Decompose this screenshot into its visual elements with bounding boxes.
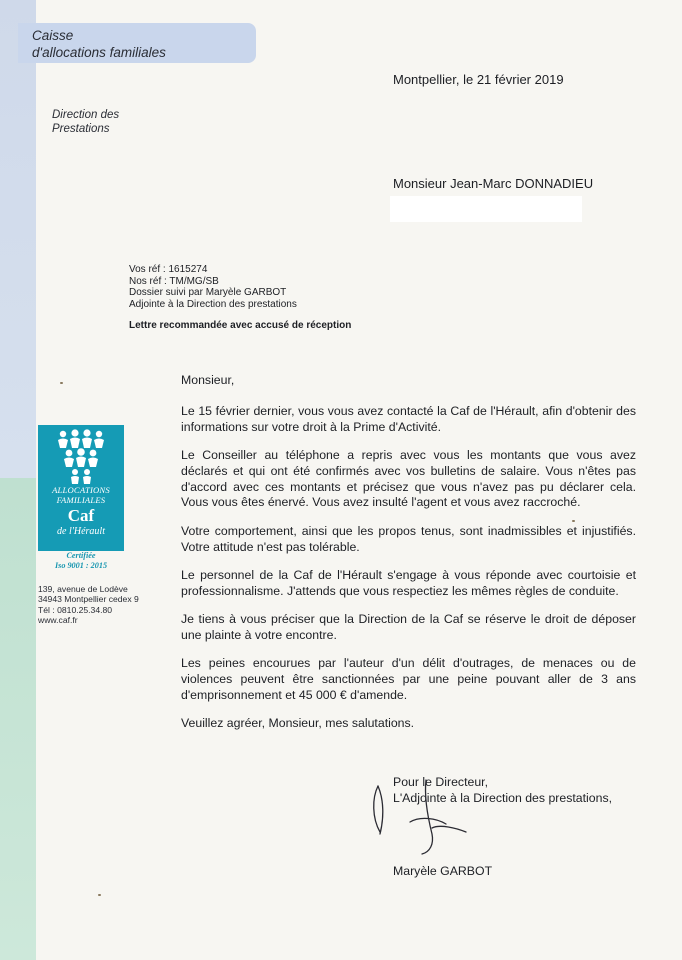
followed-by-role: Adjointe à la Direction des prestations <box>129 298 297 310</box>
our-reference: Nos réf : TM/MG/SB <box>129 275 219 287</box>
salutation: Monsieur, <box>181 373 235 387</box>
left-blue-stripe <box>0 0 36 478</box>
department-line1: Direction des <box>52 109 120 121</box>
recipient-name: Monsieur Jean-Marc DONNADIEU <box>393 176 594 191</box>
caf-logo <box>38 425 124 551</box>
handwritten-signature <box>366 778 476 858</box>
organization-name-line1: Caisse <box>32 28 74 43</box>
paragraph-behavior: Votre comportement, ainsi que les propos tenus, sont inadmissibles et injustifiés. Votre attitude n'est pas tolérable. <box>181 523 636 554</box>
paragraph-commitment: Le personnel de la Caf de l'Hérault s'engage à vous réponde avec courtoisie et professionnalisme. J'attends que vous respectiez les mêmes règles de conduite. <box>181 567 636 598</box>
paper-speck <box>98 894 101 896</box>
paper-speck <box>572 520 575 522</box>
signer-name: Maryèle GARBOT <box>393 864 493 878</box>
your-reference: Vos réf : 1615274 <box>129 264 208 275</box>
logo-region: de l'Hérault <box>57 526 105 537</box>
paragraph-closing: Veuillez agréer, Monsieur, mes salutations. <box>181 716 415 731</box>
paragraph-complaint: Je tiens à vous préciser que la Direction de la Caf se réserve le droit de déposer une plainte à votre encontre. <box>181 612 636 642</box>
paragraph-incident: Le Conseiller au téléphone a repris avec vous les montants que vous avez déclarés et qui ont été confirmés avec vos bulletins de salaire. Vous n'êtes pas d'accord avec ces montants et précisez que vous n'avez pas pu déclarer cela. Vous vous êtes énervé. Vous avez insulté l'agent et vous avez raccroché. <box>181 447 636 510</box>
sender-address <box>38 584 139 625</box>
followed-by: Dossier suivi par Maryèle GARBOT <box>129 287 287 299</box>
certification <box>38 551 124 570</box>
references <box>129 264 297 310</box>
delivery-mode: Lettre recommandée avec accusé de réception <box>129 320 352 331</box>
department <box>52 108 119 136</box>
paper-speck <box>60 382 63 384</box>
address-website: www.caf.fr <box>38 614 78 625</box>
paragraph-penalties: Les peines encourues par l'auteur d'un délit d'outrages, de menaces ou de violences peuvent être sanctionnées par une peine pouvant aller de 3 ans d'emprisonnement et 45 000 € d'amende. <box>181 656 636 702</box>
redacted-address <box>390 196 582 222</box>
family-figures-icon <box>55 429 107 485</box>
department-line2: Prestations <box>52 123 110 135</box>
logo-title <box>38 486 124 505</box>
place-date: Montpellier, le 21 février 2019 <box>393 72 564 87</box>
logo-brand: Caf <box>67 506 95 525</box>
logo-title-line2: FAMILIALES <box>56 494 106 505</box>
certification-line2: Iso 9001 : 2015 <box>54 560 108 570</box>
organization-name-line2: d'allocations familiales <box>32 45 166 60</box>
closing-line1: Pour le Directeur, <box>393 775 489 789</box>
left-green-stripe <box>0 478 36 960</box>
address-street: 139, avenue de Lodève <box>38 584 128 594</box>
closing-line2: L'Adjointe à la Direction des prestations, <box>393 790 613 805</box>
logo-title-line1: ALLOCATIONS <box>52 485 110 495</box>
certification-line1: Certifiée <box>66 551 96 560</box>
organization-name <box>32 27 166 61</box>
paragraph-contact: Le 15 février dernier, vous vous avez contacté la Caf de l'Hérault, afin d'obtenir des informations sur votre droit à la Prime d'Activité. <box>181 403 636 434</box>
address-phone: Tél : 0810.25.34.80 <box>38 604 113 615</box>
address-city: 34943 Montpellier cedex 9 <box>38 594 139 605</box>
letter-body <box>181 373 636 745</box>
